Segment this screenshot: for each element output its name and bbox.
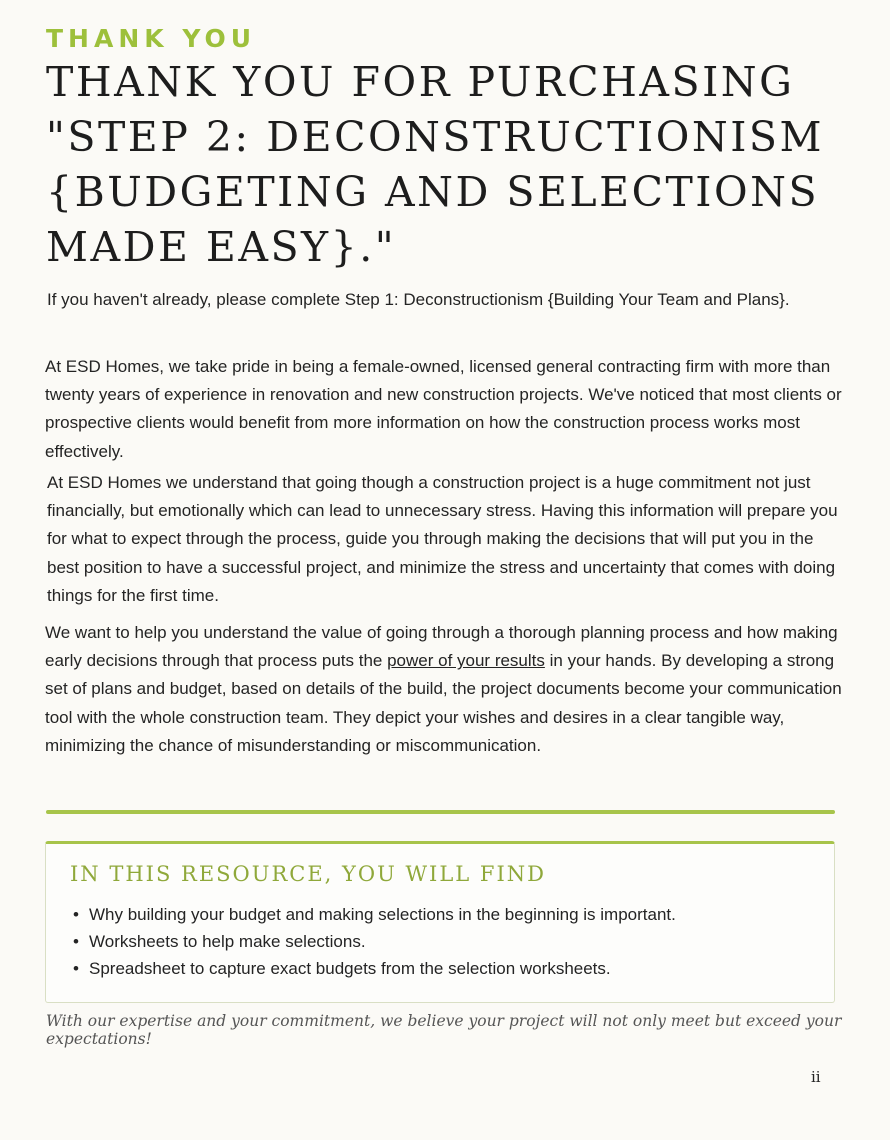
page-title: THANK YOU FOR PURCHASING "STEP 2: DECONSTRUCTIONISM {BUDGETING AND SELECTIONS MADE EASY}." — [46, 58, 824, 271]
planning-text-start: We want to help you understand the value of going through a thorough planning process and how making early decisions through that process puts the — [45, 623, 838, 671]
commitment-paragraph: At ESD Homes we understand that going though a construction project is a huge commitment not just financially, but emotionally which can lead to unnecessary stress. Having this information will prepare you for what to expect through the process, guide you through making the decisions that will put you in the best position to have a successful project, and minimize the stress and uncertainty that comes with doing things for the first time. — [47, 473, 838, 605]
page-number: ii — [811, 1068, 821, 1086]
closing-statement: With our expertise and your commitment, we believe your project will not only meet but exceed your expectations! — [46, 1012, 842, 1048]
list-item: • Worksheets to help make selections. — [89, 928, 676, 955]
resource-box-title: IN THIS RESOURCE, YOU WILL FIND — [70, 862, 547, 886]
list-item: • Spreadsheet to capture exact budgets from the selection worksheets. — [89, 955, 676, 982]
section-divider — [46, 810, 835, 814]
planning-text-end: in your hands. By developing a strong set of plans and budget, based on details of the build, the project documents become your communication tool with the whole construction team. They depict your wishes and desires in a clear tangible way, minimizing the chance of misunderstanding or miscommunication. — [45, 651, 842, 755]
about-paragraph: At ESD Homes, we take pride in being a female-owned, licensed general contracting firm with more than twenty years of experience in renovation and new construction projects. We've noticed that most clients or prospective clients would benefit from more information on how the construction process works most effectively. — [45, 357, 842, 461]
planning-paragraph — [45, 619, 845, 760]
resource-box — [45, 841, 835, 1003]
list-item: • Why building your budget and making selections in the beginning is important. — [89, 901, 676, 928]
eyebrow-heading: THANK YOU — [46, 24, 257, 53]
intro-paragraph: If you haven't already, please complete Step 1: Deconstructionism {Building Your Team and Plans}. — [47, 290, 790, 309]
power-of-results-link[interactable]: power of your results — [387, 651, 545, 671]
resource-list — [89, 901, 676, 982]
